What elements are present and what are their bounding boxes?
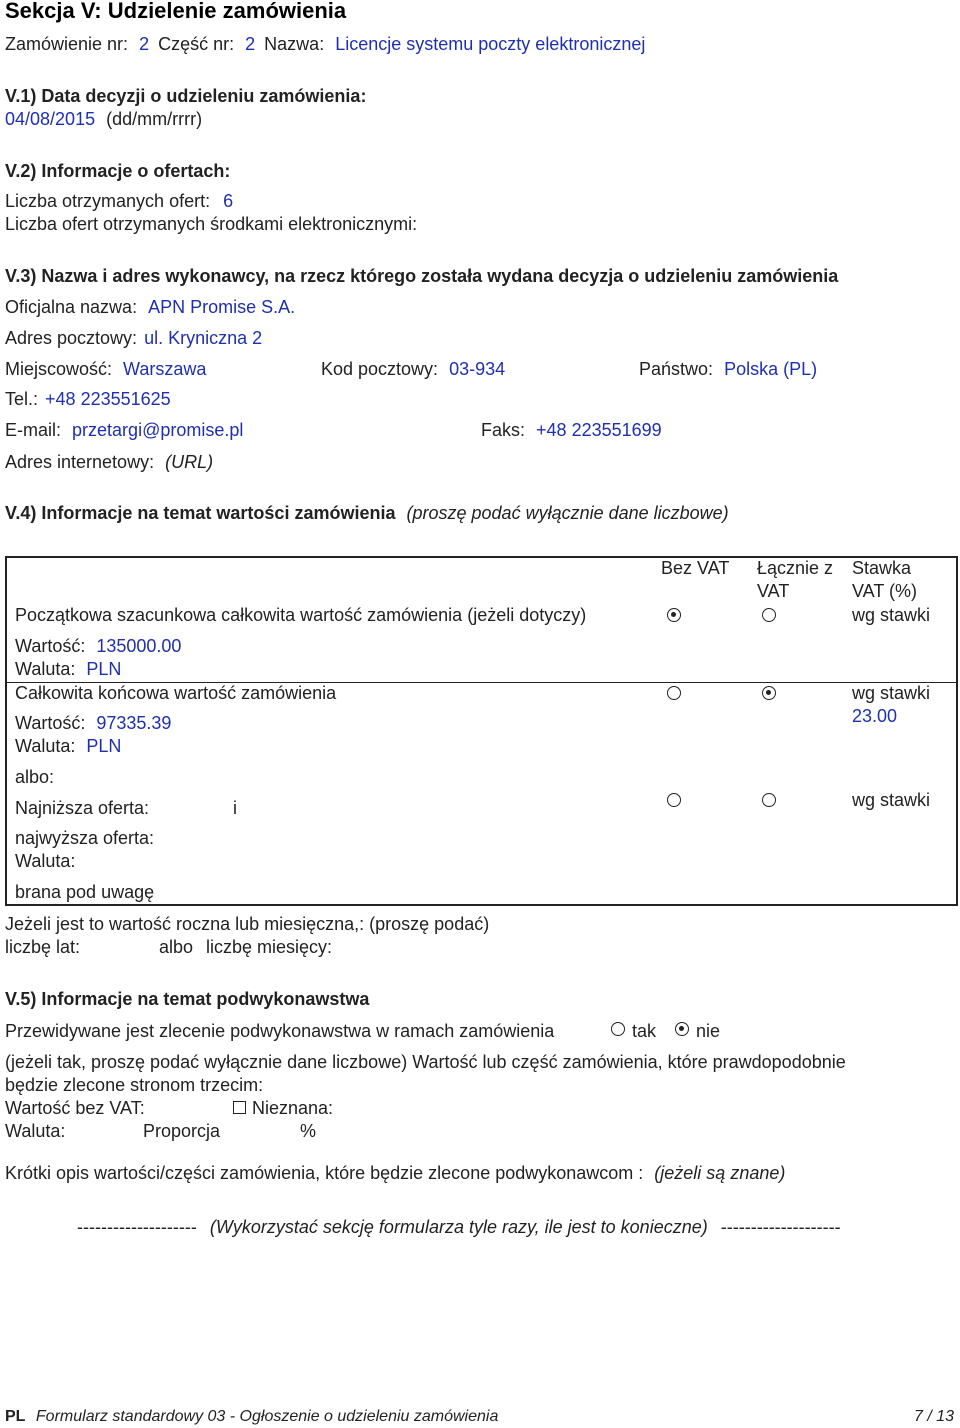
or-label: albo: <box>15 767 55 787</box>
postal-line <box>321 358 505 380</box>
address-label: Adres pocztowy: <box>5 328 138 348</box>
subcontract-currency-label: Waluta: <box>5 1121 66 1141</box>
final-value-label-text: Wartość: <box>15 713 86 733</box>
repeat-dashes-right: -------------------- <box>720 1217 841 1237</box>
unknown-checkbox[interactable] <box>233 1101 246 1114</box>
range-rate: wg stawki <box>852 790 931 810</box>
official-name-value: APN Promise S.A. <box>148 297 296 317</box>
final-rate-value: 23.00 <box>852 706 898 726</box>
city-value: Warszawa <box>123 359 207 379</box>
percent-sign: % <box>300 1121 317 1141</box>
v4-heading: V.4) Informacje na temat wartości zamówienia <box>5 503 396 523</box>
range-bez-vat-radio[interactable] <box>667 793 681 807</box>
final-rate: wg stawki <box>852 683 931 703</box>
tel-label: Tel.: <box>5 389 39 409</box>
name-value: Licencje systemu poczty elektronicznej <box>335 34 646 54</box>
final-value-amount: 97335.39 <box>96 713 172 733</box>
col-lacznie-line1: Łącznie z <box>757 558 834 578</box>
initial-currency-label: Waluta: <box>15 659 76 679</box>
proportion-label: Proporcja <box>143 1121 221 1141</box>
section-title: Sekcja V: Udzielenie zamówienia <box>5 0 347 23</box>
address-value: ul. Kryniczna 2 <box>144 328 263 348</box>
final-bez-vat-radio[interactable] <box>667 686 681 700</box>
part-no-label: Część nr: <box>158 34 235 54</box>
months-label: liczbę miesięcy: <box>206 937 333 957</box>
v5-heading: V.5) Informacje na temat podwykonawstwa <box>5 989 370 1009</box>
final-lacznie-radio[interactable] <box>762 686 776 700</box>
web-label: Adres internetowy: <box>5 452 155 472</box>
or2-label: albo <box>159 937 194 957</box>
considered-label: brana pod uwagę <box>15 882 155 902</box>
repeat-dashes-left: -------------------- <box>77 1217 197 1237</box>
final-value-line <box>15 712 171 734</box>
if-yes-line1: (jeżeli tak, proszę podać wyłącznie dane liczbowe) Wartość lub część zamówienia, które prawdopodobnie <box>5 1052 846 1072</box>
final-currency-value: PLN <box>86 736 122 756</box>
final-value-label: Całkowita końcowa wartość zamówienia <box>15 683 337 703</box>
order-header-line <box>5 33 645 55</box>
initial-value-amount: 135000.00 <box>96 636 182 656</box>
unknown-label: Nieznana: <box>252 1098 334 1118</box>
initial-value-label-text: Wartość: <box>15 636 86 656</box>
final-currency-label: Waluta: <box>15 736 76 756</box>
col-bez-vat: Bez VAT <box>661 558 730 578</box>
col-stawka-line2: VAT (%) <box>852 581 918 601</box>
order-no-value: 2 <box>139 34 150 54</box>
name-label: Nazwa: <box>264 34 325 54</box>
offers-value: 6 <box>223 191 234 211</box>
address-line <box>5 327 262 349</box>
years-label: liczbę lat: <box>5 937 81 957</box>
footer-lang: PL <box>5 1408 26 1425</box>
repeat-note-line <box>77 1216 841 1238</box>
postal-value: 03-934 <box>449 359 506 379</box>
highest-offer-label: najwyższa oferta: <box>15 828 155 848</box>
final-currency-line <box>15 735 121 757</box>
footer <box>5 1406 498 1428</box>
lowest-offer-label: Najniższa oferta: <box>15 798 150 818</box>
decision-date: 04/08/2015 <box>5 109 96 129</box>
tel-line <box>5 388 171 410</box>
date-format: (dd/mm/rrrr) <box>106 109 203 129</box>
range-lacznie-radio[interactable] <box>762 793 776 807</box>
initial-currency-value: PLN <box>86 659 122 679</box>
v3-heading: V.3) Nazwa i adres wykonawcy, na rzecz którego została wydana decyzja o udzieleniu zamówienia <box>5 266 839 286</box>
electronic-offers-label: Liczba ofert otrzymanych środkami elektronicznymi: <box>5 214 418 234</box>
subcontract-yes-label: tak <box>632 1021 657 1041</box>
value-bez-vat-label: Wartość bez VAT: <box>5 1098 145 1118</box>
initial-lacznie-radio[interactable] <box>762 608 776 622</box>
official-name-line <box>5 296 295 318</box>
initial-value-label: Początkowa szacunkowa całkowita wartość zamówienia (jeżeli dotyczy) <box>15 605 587 625</box>
city-label: Miejscowość: <box>5 359 113 379</box>
web-line <box>5 451 213 473</box>
footer-form: Formularz standardowy 03 - Ogłoszenie o udzieleniu zamówienia <box>35 1408 499 1425</box>
v2-heading: V.2) Informacje o ofertach: <box>5 161 231 181</box>
repeat-note-text: (Wykorzystać sekcję formularza tyle razy, ile jest to konieczne) <box>209 1217 708 1237</box>
offers-label: Liczba otrzymanych ofert: <box>5 191 211 211</box>
initial-bez-vat-radio[interactable] <box>667 608 681 622</box>
country-value: Polska (PL) <box>724 359 818 379</box>
footer-page: 7 / 13 <box>914 1408 955 1425</box>
short-desc-label: Krótki opis wartości/części zamówienia, które będzie zlecone podwykonawcom : <box>5 1163 644 1183</box>
fax-line <box>481 419 662 441</box>
email-line <box>5 419 243 441</box>
subcontract-planned-label: Przewidywane jest zlecenie podwykonawstwa w ramach zamówienia <box>5 1021 555 1041</box>
official-name-label: Oficjalna nazwa: <box>5 297 138 317</box>
v1-heading: V.1) Data decyzji o udzieleniu zamówienia: <box>5 86 367 106</box>
subcontract-yes-radio[interactable] <box>611 1022 625 1036</box>
fax-label: Faks: <box>481 420 526 440</box>
initial-rate: wg stawki <box>852 605 931 625</box>
fax-value: +48 223551699 <box>536 420 662 440</box>
web-hint: (URL) <box>165 452 214 472</box>
tel-value: +48 223551625 <box>45 389 171 409</box>
range-currency-label: Waluta: <box>15 851 76 871</box>
country-label: Państwo: <box>639 359 714 379</box>
short-desc-hint: (jeżeli są znane) <box>654 1163 786 1183</box>
subcontract-no-radio[interactable] <box>675 1022 689 1036</box>
col-lacznie-line2: VAT <box>757 581 790 601</box>
postal-label: Kod pocztowy: <box>321 359 439 379</box>
short-desc-line <box>5 1162 785 1184</box>
v4-hint: (proszę podać wyłącznie dane liczbowe) <box>406 503 729 523</box>
city-line <box>5 358 206 380</box>
subcontract-no-label: nie <box>696 1021 721 1041</box>
country-line <box>639 358 817 380</box>
decision-date-line <box>5 108 202 130</box>
part-no-value: 2 <box>245 34 256 54</box>
offers-line <box>5 190 233 212</box>
initial-currency-line <box>15 658 121 680</box>
initial-value-line <box>15 635 181 657</box>
email-value[interactable]: przetargi@promise.pl <box>72 420 244 440</box>
col-stawka-line1: Stawka <box>852 558 912 578</box>
annual-label: Jeżeli jest to wartość roczna lub miesięczna,: (proszę podać) <box>5 914 490 934</box>
and-label: i <box>233 798 237 818</box>
v4-heading-line <box>5 502 729 524</box>
if-yes-line2: będzie zlecone stronom trzecim: <box>5 1075 264 1095</box>
email-label: E-mail: <box>5 420 62 440</box>
order-no-label: Zamówienie nr: <box>5 34 129 54</box>
